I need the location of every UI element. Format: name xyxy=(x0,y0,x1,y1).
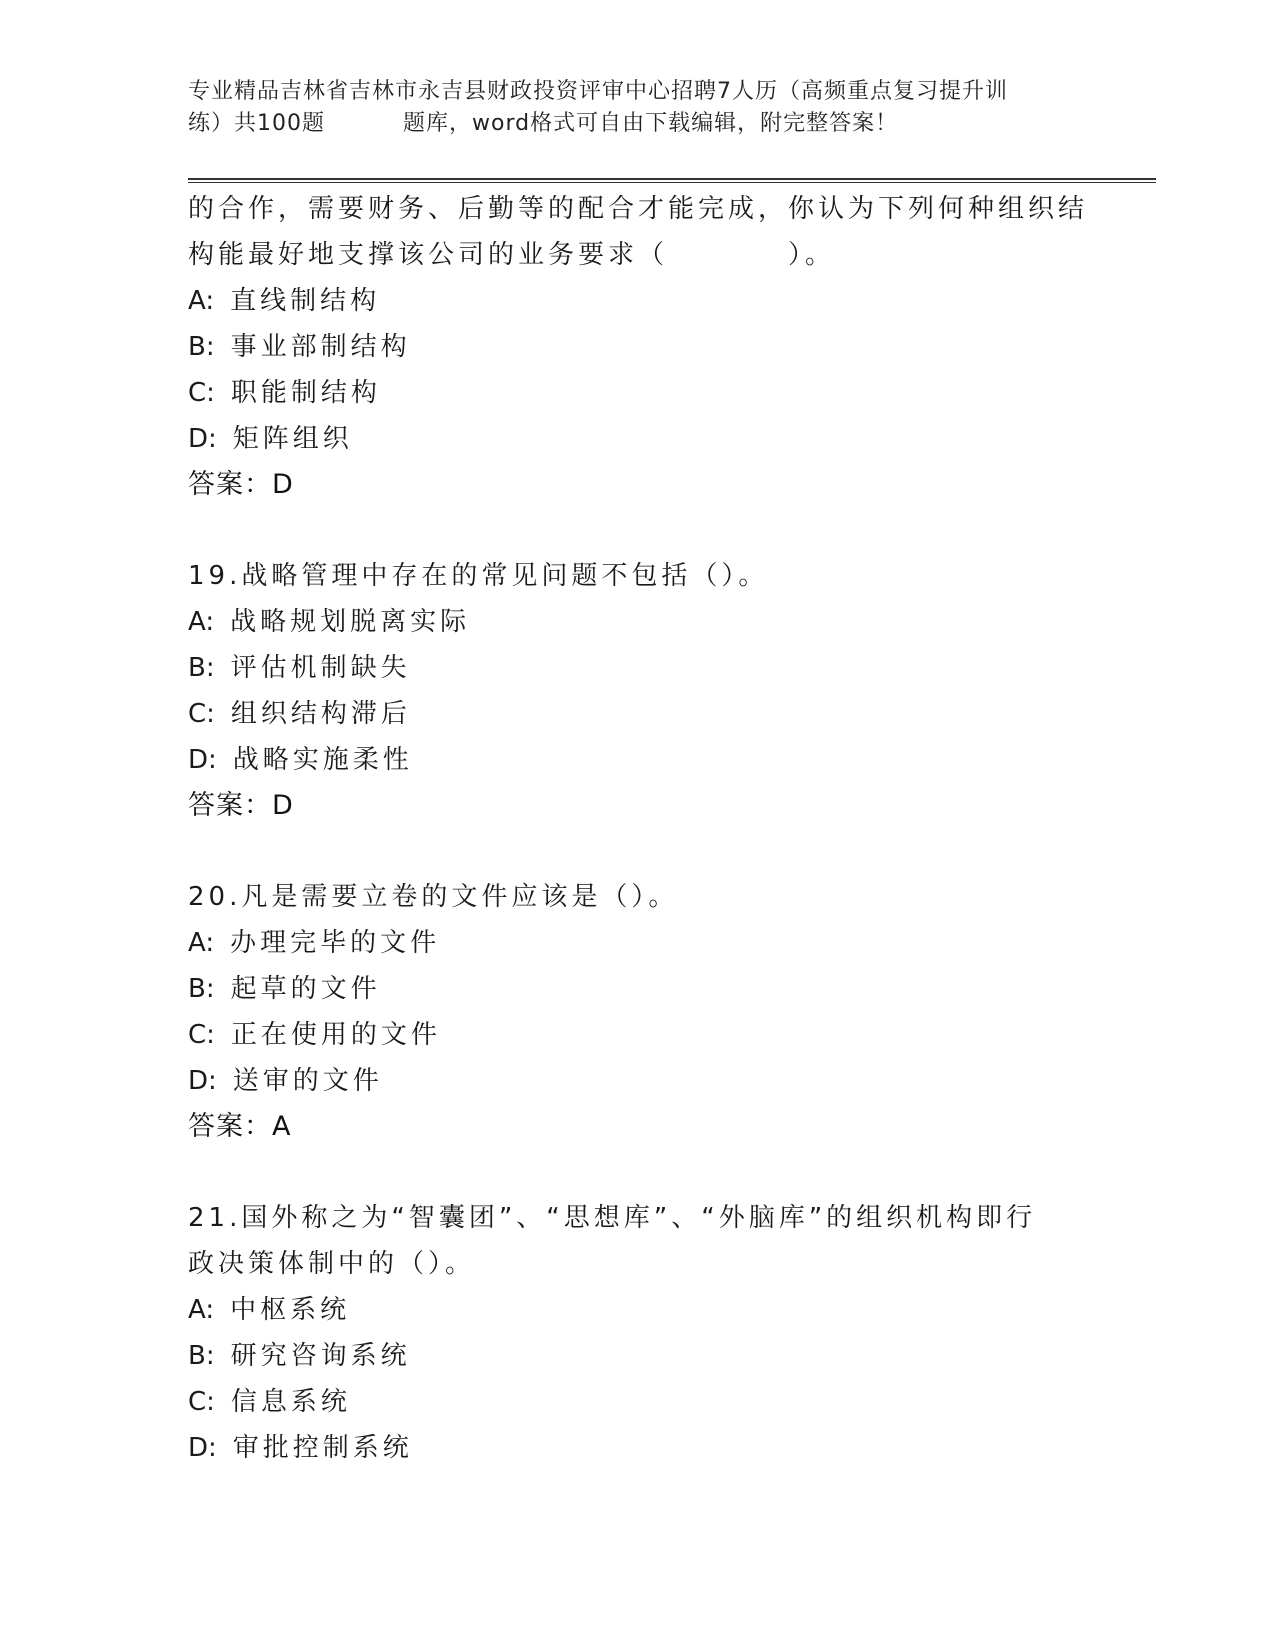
question-stem-line: 政决策体制中的（）。 xyxy=(188,1249,476,1279)
option-text: 直线制结构 xyxy=(230,286,381,316)
option-a xyxy=(188,278,1108,324)
page-header xyxy=(188,76,1088,140)
option-letter: D: xyxy=(188,1066,217,1096)
question-20 xyxy=(188,874,1108,1150)
option-a xyxy=(188,1287,1108,1333)
option-d xyxy=(188,1058,1108,1104)
option-b xyxy=(188,645,1108,691)
option-c xyxy=(188,370,1108,416)
option-text: 战略实施柔性 xyxy=(232,745,413,775)
option-letter: A: xyxy=(188,607,215,637)
option-letter: D: xyxy=(188,1433,217,1463)
option-c xyxy=(188,1379,1108,1425)
option-b xyxy=(188,324,1108,370)
header-title-part-1: 练）共100题 xyxy=(188,111,325,136)
option-letter: A: xyxy=(188,286,215,316)
option-b xyxy=(188,966,1108,1012)
option-c xyxy=(188,691,1108,737)
question-19 xyxy=(188,553,1108,829)
question-list xyxy=(188,186,1108,1471)
question-stem-part: ）。 xyxy=(788,240,836,270)
option-d xyxy=(188,416,1108,462)
header-divider xyxy=(188,178,1156,180)
option-a xyxy=(188,920,1108,966)
option-letter: C: xyxy=(188,699,215,729)
question-stem: 19.战略管理中存在的常见问题不包括（）。 xyxy=(188,561,769,591)
option-text: 正在使用的文件 xyxy=(230,1020,441,1050)
question-stem-part: 构能最好地支撑该公司的业务要求（ xyxy=(188,240,669,270)
option-text: 战略规划脱离实际 xyxy=(230,607,471,637)
header-title-part-2: 题库，word格式可自由下载编辑，附完整答案！ xyxy=(403,111,899,136)
option-text: 评估机制缺失 xyxy=(230,653,411,683)
option-text: 组织结构滞后 xyxy=(230,699,411,729)
answer: 答案：D xyxy=(188,469,294,500)
option-letter: B: xyxy=(188,653,215,683)
option-text: 办理完毕的文件 xyxy=(230,928,441,958)
question-18 xyxy=(188,186,1108,508)
option-text: 信息系统 xyxy=(230,1387,351,1417)
option-text: 职能制结构 xyxy=(230,378,381,408)
question-stem-line: 21.国外称之为“智囊团”、“思想库”、“外脑库”的组织机构即行 xyxy=(188,1203,1037,1233)
option-letter: C: xyxy=(188,1020,215,1050)
option-text: 矩阵组织 xyxy=(232,424,353,454)
option-letter: B: xyxy=(188,974,215,1004)
question-21 xyxy=(188,1195,1108,1471)
option-letter: A: xyxy=(188,928,215,958)
question-stem-line: 的合作，需要财务、后勤等的配合才能完成，你认为下列何种组织结 xyxy=(188,194,1089,224)
option-d xyxy=(188,737,1108,783)
option-letter: C: xyxy=(188,378,215,408)
option-letter: D: xyxy=(188,424,217,454)
answer: 答案：A xyxy=(188,1111,292,1142)
header-divider-thin xyxy=(188,182,1156,183)
option-text: 事业部制结构 xyxy=(230,332,411,362)
option-letter: C: xyxy=(188,1387,215,1417)
option-a xyxy=(188,599,1108,645)
option-b xyxy=(188,1333,1108,1379)
header-title-line-1: 专业精品吉林省吉林市永吉县财政投资评审中心招聘7人历（高频重点复习提升训 xyxy=(188,79,1008,104)
option-c xyxy=(188,1012,1108,1058)
option-text: 中枢系统 xyxy=(230,1295,351,1325)
answer: 答案：D xyxy=(188,790,294,821)
question-stem: 20.凡是需要立卷的文件应该是（）。 xyxy=(188,882,679,912)
option-letter: B: xyxy=(188,332,215,362)
header-title-line-2 xyxy=(188,108,1088,140)
question-stem-line xyxy=(188,232,1108,278)
option-letter: D: xyxy=(188,745,217,775)
option-text: 送审的文件 xyxy=(232,1066,383,1096)
option-text: 审批控制系统 xyxy=(232,1433,413,1463)
option-text: 研究咨询系统 xyxy=(230,1341,411,1371)
option-letter: A: xyxy=(188,1295,215,1325)
option-text: 起草的文件 xyxy=(230,974,381,1004)
option-d xyxy=(188,1425,1108,1471)
option-letter: B: xyxy=(188,1341,215,1371)
